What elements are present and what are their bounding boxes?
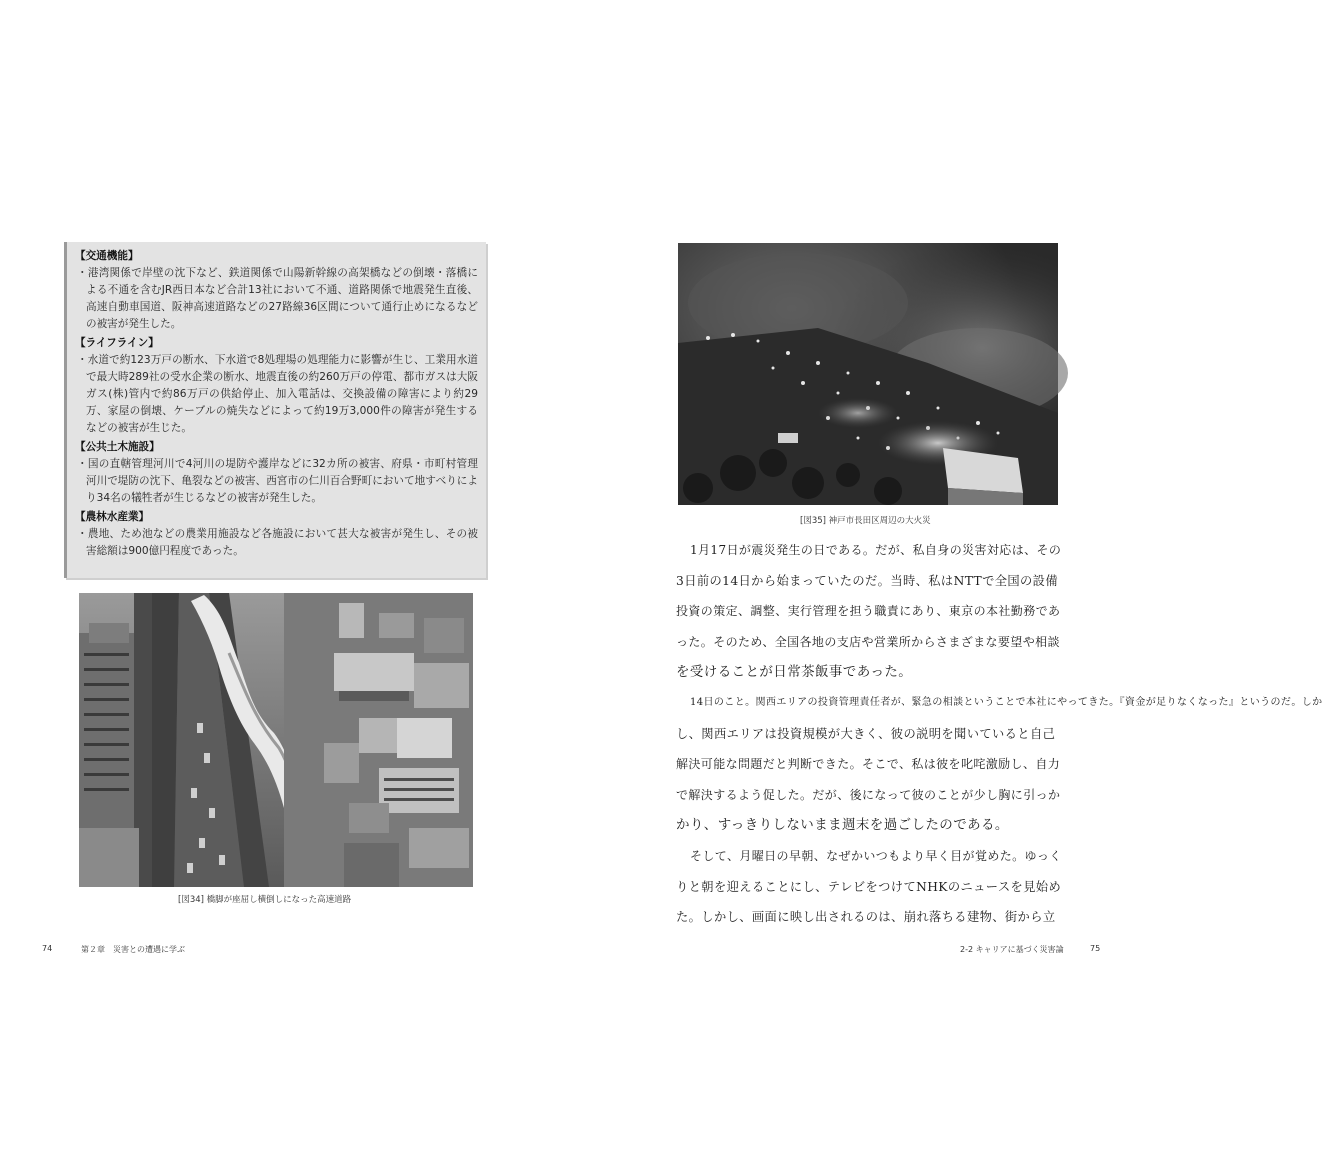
page-number-right: 75 <box>1090 944 1101 953</box>
body-line: そして、月曜日の早朝、なぜかいつもより早く目が覚めた。ゆっく <box>690 848 1062 863</box>
photo-caption-34: [図34] 橋脚が座屈し横倒しになった高速道路 <box>178 895 352 905</box>
box-section <box>75 335 478 437</box>
collapsed-highway-photo <box>79 593 473 887</box>
box-section <box>75 509 478 560</box>
box-section <box>75 248 478 333</box>
body-line: った。そのため、全国各地の支店や営業所からさまざまな要望や相談 <box>676 634 1060 649</box>
box-section-heading: 【農林水産業】 <box>75 511 150 523</box>
box-section-item: ・水道で約123万戸の断水、下水道で8処理場の処理能力に影響が生じ、工業用水道で最大時289社の受水企業の断水、地震直後の約260万戸の停電、都市ガスは大阪ガス(株)管内で約86万戸の供給停止、加入電話は、交換設備の障害により約29万、家屋の倒壊、ケーブルの焼失などによって約19万3,000件の障害が発生するなどの被害が生じた。 <box>77 354 478 434</box>
box-section-heading: 【公共土木施設】 <box>75 441 160 453</box>
body-line: で解決するよう促した。だが、後になって彼のことが少し胸に引っか <box>676 787 1061 802</box>
body-line: 投資の策定、調整、実行管理を担う職責にあり、東京の本社勤務であ <box>676 604 1061 619</box>
box-section-heading: 【交通機能】 <box>75 250 139 262</box>
box-section-item: ・農地、ため池などの農業用施設など各施設において甚大な被害が発生し、その被害総額は900億円程度であった。 <box>77 528 478 557</box>
body-line: りと朝を迎えることにし、テレビをつけてNHKのニュースを見始め <box>676 879 1062 894</box>
left-page <box>0 0 575 1150</box>
body-line: かり、すっきりしないまま週末を過ごしたのである。 <box>676 817 1009 834</box>
box-section-item: ・国の直轄管理河川で4河川の堤防や護岸などに32カ所の被害、府県・市町村管理河川で堤防の沈下、亀裂などの被害、西宮市の仁川百合野町において地すべりにより34名の犠牲者が生じるなどの被害が発生した。 <box>77 458 478 504</box>
body-line: 14日のこと。関西エリアの投資管理責任者が、緊急の相談ということで本社にやってきた。『資金が足りなくなった』というのだ。しか <box>690 696 1323 708</box>
body-line: 1月17日が震災発生の日である。だが、私自身の災害対応は、その <box>690 543 1062 557</box>
box-section-item: ・港湾関係で岸壁の沈下など、鉄道関係で山陽新幹線の高架橋などの倒壊・落橋による不通を含むJR西日本など合計13社において不通、道路関係で地震発生直後、高速自動車国道、阪神高速道路などの27路線36区間について通行止めになるなどの被害が発生した。 <box>77 267 478 330</box>
fire-photo <box>678 243 1058 505</box>
page-number-left: 74 <box>42 944 53 953</box>
running-header-chapter: 第２章 災害との遭遇に学ぶ <box>81 945 185 954</box>
damage-summary-box <box>64 242 486 578</box>
collapsed-highway-image <box>79 593 473 887</box>
box-section <box>75 439 478 507</box>
running-header-section: 2-2 キャリアに基づく災害論 <box>960 945 1064 954</box>
body-text <box>676 535 1323 933</box>
box-section-heading: 【ライフライン】 <box>75 337 159 349</box>
body-line: 解決可能な問題だと判断できた。そこで、私は彼を叱咤激励し、自力 <box>676 757 1061 772</box>
body-line: し、関西エリアは投資規模が大きく、彼の説明を聞いていると自己 <box>676 726 1056 741</box>
body-line: た。しかし、画面に映し出されるのは、崩れ落ちる建物、街から立 <box>676 910 1056 925</box>
photo-caption-35: [図35] 神戸市長田区周辺の大火災 <box>800 516 931 526</box>
body-line: 3日前の14日から始まっていたのだ。当時、私はNTTで全国の設備 <box>676 573 1058 588</box>
body-line: を受けることが日常茶飯事であった。 <box>676 664 913 681</box>
fire-image <box>678 243 1058 505</box>
